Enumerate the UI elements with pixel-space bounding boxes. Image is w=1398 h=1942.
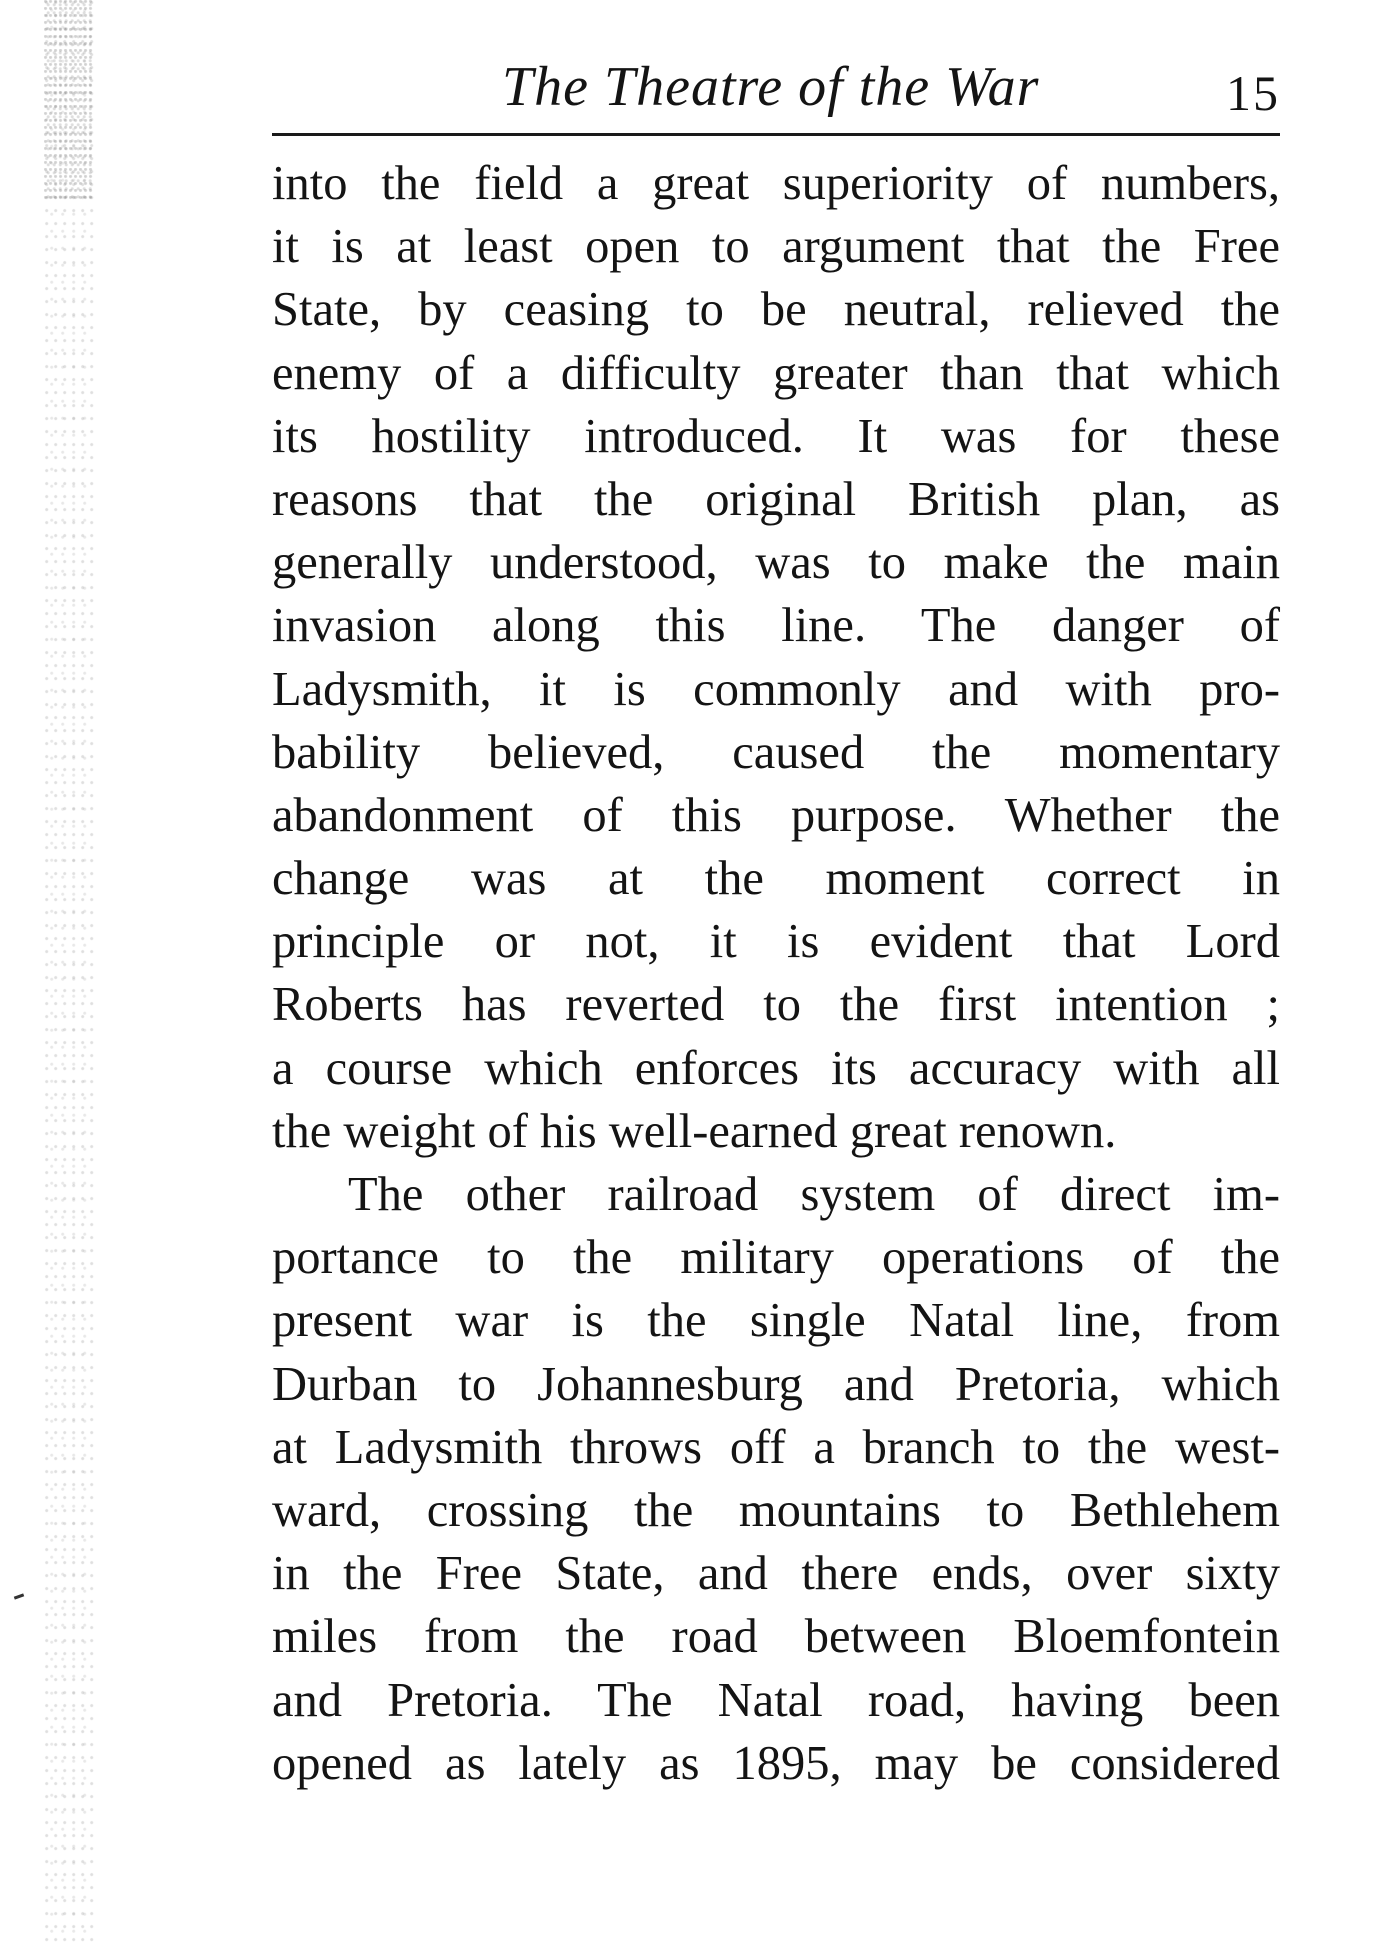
text-line: ward, crossing the mountains to Bethlehem (272, 1483, 1280, 1537)
body-text (272, 152, 1280, 1795)
text-line: a course which enforces its accuracy with all (272, 1041, 1280, 1095)
text-line: enemy of a difficulty greater than that which (272, 346, 1280, 400)
text-line: portance to the military operations of the (272, 1231, 1280, 1285)
running-title: The Theatre of the War (502, 56, 1040, 118)
text-line: Roberts has reverted to the first intention ; (272, 978, 1280, 1032)
text-line: change was at the moment correct in (272, 852, 1280, 906)
text-line: bability believed, caused the momentary (272, 725, 1280, 779)
paragraph-start-line: The other railroad system of direct im- (348, 1168, 1280, 1221)
text-line: opened as lately as 1895, may be considered (272, 1736, 1280, 1790)
text-line: Durban to Johannesburg and Pretoria, which (272, 1357, 1280, 1411)
page-number: 15 (1226, 65, 1280, 121)
header-rule (272, 133, 1280, 136)
text-line: invasion along this line. The danger of (272, 599, 1280, 653)
text-line: abandonment of this purpose. Whether the (272, 788, 1280, 842)
text-line: present war is the single Natal line, from (272, 1294, 1280, 1348)
text-line: State, by ceasing to be neutral, relieved the (272, 283, 1280, 337)
text-line: at Ladysmith throws off a branch to the west- (272, 1420, 1280, 1474)
text-line: generally understood, was to make the main (272, 536, 1280, 590)
text-line: reasons that the original British plan, as (272, 472, 1280, 526)
text-line: in the Free State, and there ends, over sixty (272, 1547, 1280, 1601)
gutter-scan-noise (44, 0, 94, 1942)
text-line: miles from the road between Bloemfontein (272, 1610, 1280, 1664)
running-header (272, 52, 1280, 132)
text-line: principle or not, it is evident that Lord (272, 915, 1280, 969)
text-line: and Pretoria. The Natal road, having been (272, 1673, 1280, 1727)
gutter-scan-blot (44, 0, 94, 200)
paragraph-end-line: the weight of his well-earned great renown. (272, 1104, 1117, 1158)
text-line: Ladysmith, it is commonly and with pro- (272, 662, 1280, 716)
text-line: it is at least open to argument that the Free (272, 220, 1280, 274)
text-line: its hostility introduced. It was for these (272, 409, 1280, 463)
text-line: into the field a great superiority of numbers, (272, 157, 1280, 210)
stray-ink-mark (14, 1593, 24, 1599)
